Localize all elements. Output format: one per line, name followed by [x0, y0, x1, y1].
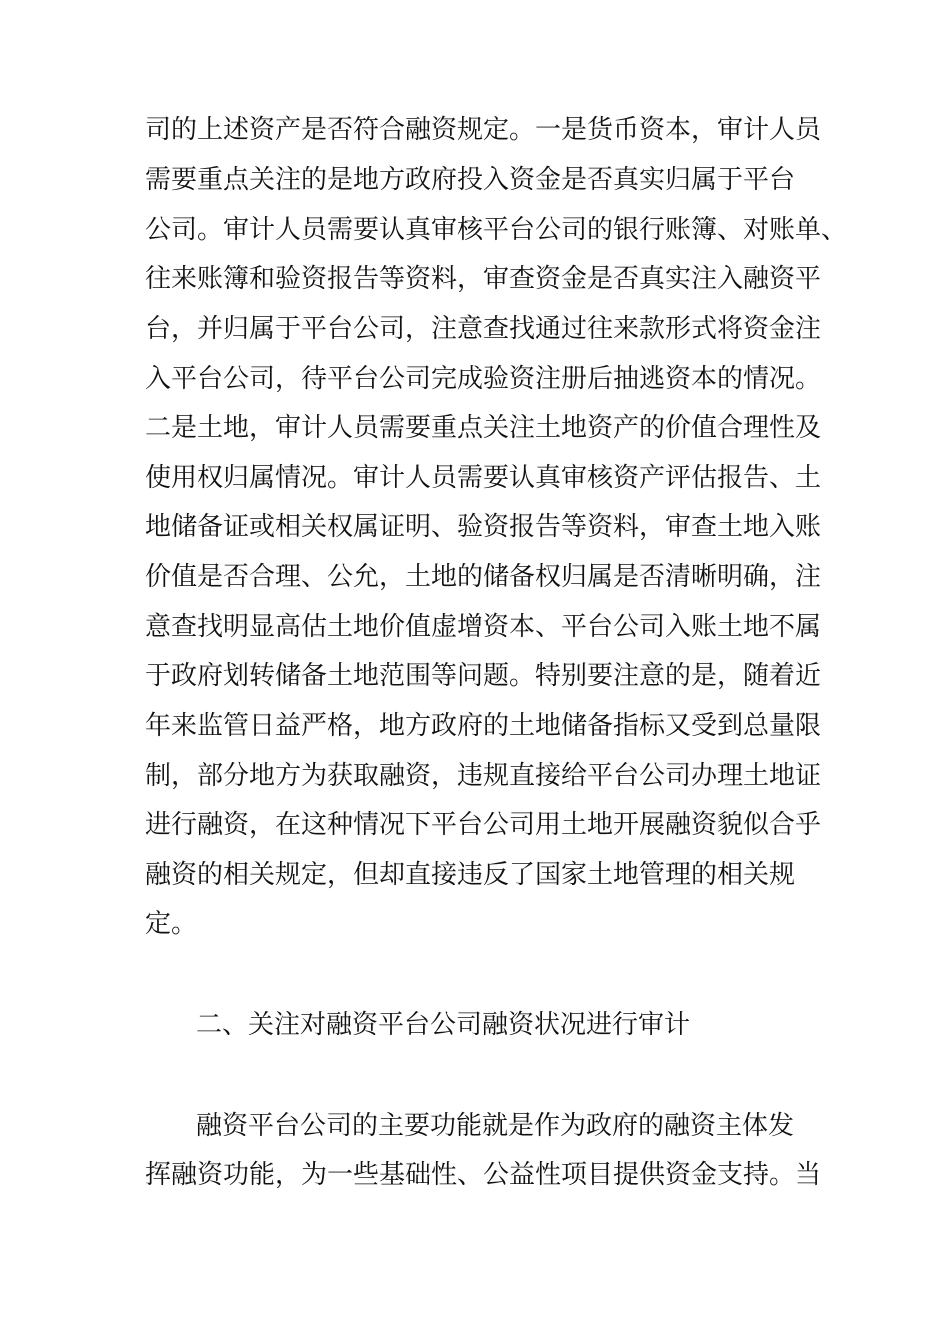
paragraph-line: 价值是否合理、公允，土地的储备权归属是否清晰明确，注 [145, 562, 822, 592]
paragraph-line: 地储备证或相关权属证明、验资报告等资料，审查土地入账 [145, 512, 822, 542]
paragraph-line: 年来监管日益严格，地方政府的土地储备指标又受到总量限 [145, 711, 822, 741]
paragraph-line: 台，并归属于平台公司，注意查找通过往来款形式将资金注 [145, 314, 822, 344]
paragraph-line: 挥融资功能，为一些基础性、公益性项目提供资金支持。当 [145, 1160, 822, 1190]
paragraph-line: 意查找明显高估土地价值虚增资本、平台公司入账土地不属 [145, 612, 822, 642]
paragraph-line: 司的上述资产是否符合融资规定。一是货币资本，审计人员 [145, 115, 822, 145]
paragraph-line: 进行融资，在这种情况下平台公司用土地开展融资貌似合乎 [145, 810, 822, 840]
paragraph-line: 融资平台公司的主要功能就是作为政府的融资主体发 [196, 1111, 795, 1141]
paragraph-line: 二是土地，审计人员需要重点关注土地资产的价值合理性及 [145, 413, 822, 443]
paragraph-line: 定。 [145, 909, 198, 939]
paragraph-line: 入平台公司，待平台公司完成验资注册后抽逃资本的情况。 [145, 364, 822, 394]
paragraph-line: 制，部分地方为获取融资，违规直接给平台公司办理土地证 [145, 761, 822, 791]
paragraph-line: 使用权归属情况。审计人员需要认真审核资产评估报告、土 [145, 463, 822, 493]
paragraph-line: 于政府划转储备土地范围等问题。特别要注意的是，随着近 [145, 661, 822, 691]
paragraph-line: 融资的相关规定，但却直接违反了国家土地管理的相关规 [145, 860, 796, 890]
paragraph-line: 往来账簿和验资报告等资料，审查资金是否真实注入融资平 [145, 264, 822, 294]
paragraph-line: 公司。审计人员需要认真审核平台公司的银行账簿、对账单、 [145, 215, 848, 245]
section-heading: 二、关注对融资平台公司融资状况进行审计 [196, 1010, 691, 1040]
paragraph-line: 需要重点关注的是地方政府投入资金是否真实归属于平台 [145, 165, 796, 195]
